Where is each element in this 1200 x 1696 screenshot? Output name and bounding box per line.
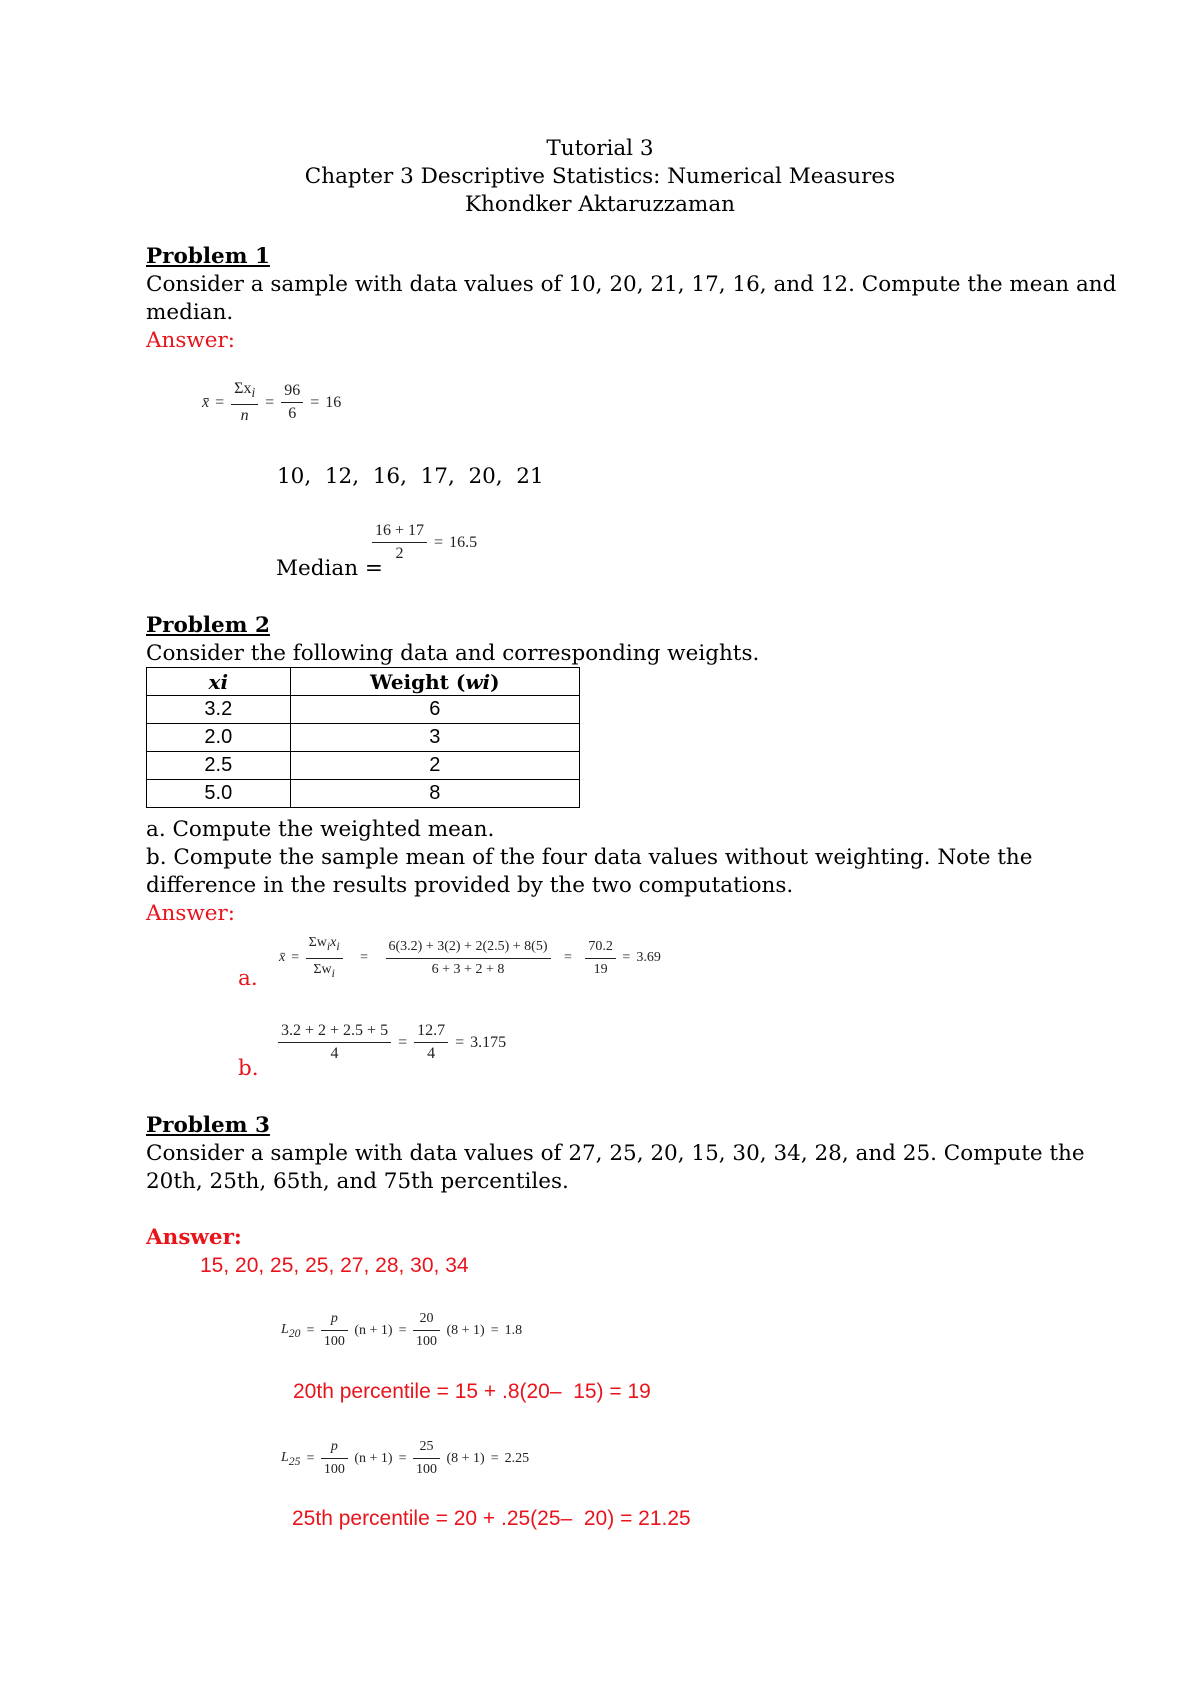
problem3-text-line1: Consider a sample with data values of 27, 25, 20, 15, 30, 34, 28, and 25. Compute the [146,1141,1085,1166]
wm-sum-w: Σw [308,935,327,950]
L20-8-plus-1: (8 + 1) [446,1322,485,1338]
sm-result: 3.175 [470,1033,507,1051]
sm-total-den: 4 [427,1045,436,1062]
median-numerator: 16 + 17 [372,520,427,543]
sm-num: 3.2 + 2 + 2.5 + 5 [278,1020,391,1043]
L25-n-plus-1: (n + 1) [354,1450,393,1466]
table-header-row [147,668,580,696]
problem1-mean-formula: x̄ = $\frac{\Sigma x_i}{n}$ = $\frac{96}{6}$ = 16 [199,378,344,427]
table-header-weight [290,668,579,696]
problem2-part-a: a. Compute the weighted mean. [146,817,495,842]
median-result: 16.5 [449,533,478,551]
problem1-answer-label: Answer: [146,328,236,353]
problem2-answer-label: Answer: [146,901,236,926]
L20-formula: $L_{20}$ = $\frac{p}{100}$ (n + 1) = $\frac{20}{100}$ (8 + 1) = 1.8 [278,1308,525,1353]
table-cell-w: 2 [290,752,579,780]
p25-text: 25th percentile = 20 + .25(25– 20) = 21.25 [292,1507,691,1530]
doc-title: Tutorial 3 [546,136,654,161]
table-header-xi [147,668,291,696]
mean-symbol: x̄ [202,393,210,411]
wm-expanded-num: 6(3.2) + 3(2) + 2(2.5) + 8(5) [386,936,551,959]
weighted-mean-symbol: x̄ [279,950,286,966]
wm-total-num: 70.2 [585,936,616,959]
L25-8-plus-1: (8 + 1) [446,1450,485,1466]
L25-sub: 25 [288,1454,301,1468]
L25-100b: 100 [416,1462,437,1477]
table-cell-x: 2.5 [147,752,291,780]
L25-100: 100 [323,1462,345,1477]
mean-n: n [240,407,249,425]
weights-table [146,667,580,808]
table-row [147,696,580,724]
problem1-median-formula: $\frac{16 + 17}{2}$ = 16.5 [372,520,480,565]
mean-sum-x: Σx [234,380,252,397]
problem1-text-line2: median. [146,300,234,325]
table-row [147,724,580,752]
wm-den-sum: Σw [313,961,332,977]
L25-p: p [321,1436,348,1459]
table-cell-w: 3 [290,724,579,752]
wm-total-den: 19 [593,961,608,977]
L20-100: 100 [323,1334,345,1349]
table-cell-x: 3.2 [147,696,291,724]
table-cell-w: 6 [290,696,579,724]
problem2-intro: Consider the following data and corresponding weights. [146,641,760,666]
L25-symbol: L [281,1449,289,1465]
problem1-heading: Problem 1 [146,244,270,269]
table-row [147,780,580,808]
median-denominator: 2 [395,545,404,562]
problem3-sorted-values: 15, 20, 25, 25, 27, 28, 30, 34 [200,1254,469,1277]
doc-author: Khondker Aktaruzzaman [465,192,735,217]
problem2-part-b-line1: b. Compute the sample mean of the four data values without weighting. Note the [146,845,1033,870]
weight-header-suffix: ) [490,669,500,694]
problem2-b-label: b. [238,1056,259,1081]
problem3-heading: Problem 3 [146,1113,270,1138]
xi-header-text: xi [208,669,229,694]
L20-symbol: L [281,1321,289,1337]
sm-den: 4 [330,1045,339,1062]
L25-25: 25 [413,1436,440,1459]
mean-sum-value: 96 [281,380,303,403]
L20-p: p [321,1308,348,1331]
weight-header-prefix: Weight ( [370,669,466,694]
wm-result: 3.69 [636,950,661,966]
p20-text: 20th percentile = 15 + .8(20– 15) = 19 [293,1380,651,1403]
problem3-text-line2: 20th, 25th, 65th, and 75th percentiles. [146,1169,569,1194]
L20-100b: 100 [416,1334,437,1349]
table-cell-x: 2.0 [147,724,291,752]
problem2-a-label: a. [238,966,258,991]
L20-sub: 20 [288,1326,301,1340]
weighted-mean-formula: x̄ = $\frac{\Sigma w_ix_i}{\Sigma w_i}$ = $\frac{6(3.2) + 3(2) + 2(2.5) + 8(5)}{6 + 3 + 2 + 8}$ = $\frac{70.2}{19}$ = 3.69 [276,932,664,985]
L20-n-plus-1: (n + 1) [354,1322,393,1338]
doc-subtitle: Chapter 3 Descriptive Statistics: Numerical Measures [304,164,896,189]
problem3-answer-label: Answer: [146,1225,242,1250]
mean-result: 16 [325,393,342,411]
sm-total-num: 12.7 [414,1020,448,1043]
L20-20: 20 [413,1308,440,1331]
problem2-heading: Problem 2 [146,613,270,638]
table-cell-x: 5.0 [147,780,291,808]
problem2-part-b-line2: difference in the results provided by the two computations. [146,873,794,898]
table-row [147,752,580,780]
wm-x: x [330,935,337,950]
problem1-median-label: Median = [276,556,383,581]
L20-result: 1.8 [504,1322,523,1338]
mean-sum-sub: i [251,385,256,401]
problem1-text-line1: Consider a sample with data values of 10, 20, 21, 17, 16, and 12. Compute the mean and [146,272,1117,297]
problem1-sorted-values: 10, 12, 16, 17, 20, 21 [277,464,544,489]
table-cell-w: 8 [290,780,579,808]
mean-count-value: 6 [288,405,297,423]
L25-result: 2.25 [504,1450,530,1466]
wm-expanded-den: 6 + 3 + 2 + 8 [431,961,505,977]
weight-header-var: wi [465,669,491,694]
simple-mean-formula: $\frac{3.2 + 2 + 2.5 + 5}{4}$ = $\frac{12.7}{4}$ = 3.175 [278,1020,509,1065]
L25-formula: $L_{25}$ = $\frac{p}{100}$ (n + 1) = $\frac{25}{100}$ (8 + 1) = 2.25 [278,1436,532,1481]
